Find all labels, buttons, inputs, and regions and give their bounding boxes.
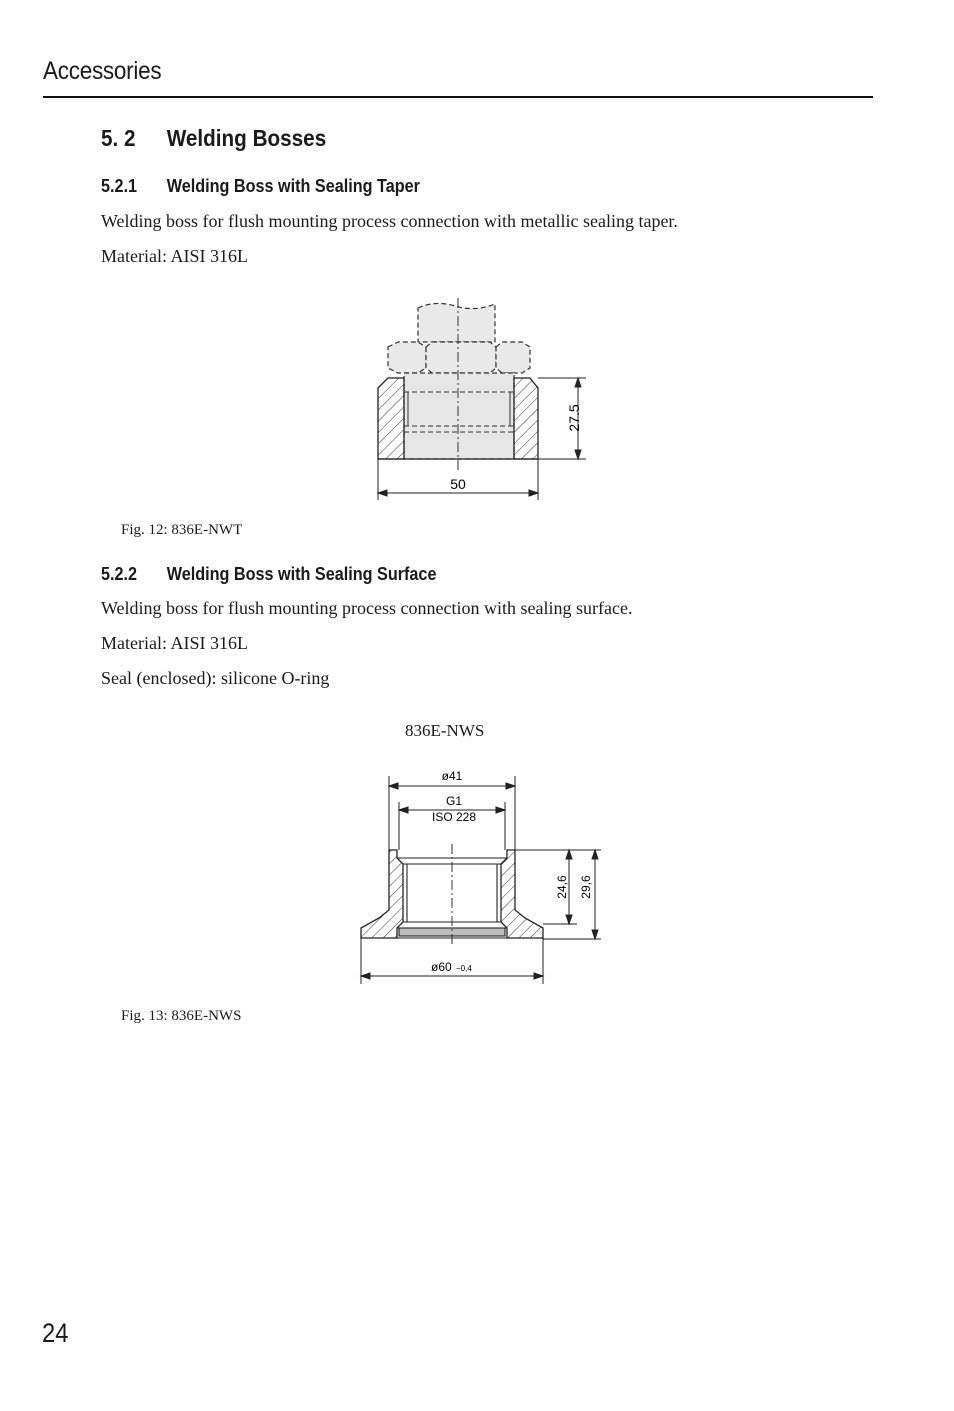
- sub2-description: Welding boss for flush mounting process connection with sealing surface.: [101, 598, 633, 618]
- running-header: Accessories: [43, 57, 162, 85]
- dim-height-label: 27.5: [566, 404, 582, 432]
- subsection-title-1: Welding Boss with Sealing Taper: [166, 176, 420, 196]
- sub2-seal: Seal (enclosed): silicone O-ring: [101, 668, 330, 688]
- fig13-title: 836E-NWS: [405, 721, 485, 740]
- dim-width-label: 50: [450, 476, 466, 492]
- subsection-heading-2: [101, 564, 436, 585]
- dim-base-tol-label: −0,4: [456, 964, 472, 973]
- section-heading: [101, 125, 326, 152]
- subsection-number-2: 5.2.2: [101, 564, 138, 584]
- dim-thread-label: G1: [445, 794, 463, 808]
- dim-base-label: ø60: [431, 960, 452, 974]
- subsection-title-2: Welding Boss with Sealing Surface: [166, 564, 437, 584]
- fig12-caption: Fig. 12: 836E-NWT: [121, 522, 243, 538]
- dim-h1-label: 24,6: [555, 875, 569, 899]
- fig13-caption: Fig. 13: 836E-NWS: [121, 1008, 242, 1024]
- subsection-heading-1: [101, 176, 420, 197]
- figure-836e-nwt-drawing: [360, 292, 600, 504]
- figure-836e-nws-drawing: [355, 762, 610, 990]
- dim-thread-std-label: ISO 228: [431, 810, 477, 824]
- sub1-description: Welding boss for flush mounting process connection with metallic sealing taper.: [101, 211, 678, 231]
- section-title: Welding Bosses: [166, 125, 327, 151]
- sub2-material: Material: AISI 316L: [101, 633, 248, 653]
- base-dim: [361, 938, 543, 984]
- page-number: 24: [42, 1318, 69, 1348]
- sub1-material: Material: AISI 316L: [101, 246, 248, 266]
- dim-outer-label: ø41: [441, 769, 463, 783]
- header-rule: [43, 96, 873, 98]
- section-number: 5. 2: [101, 125, 136, 151]
- sensor-outline: [388, 303, 530, 459]
- dim-h2-label: 29,6: [579, 875, 593, 899]
- subsection-number-1: 5.2.1: [101, 176, 138, 196]
